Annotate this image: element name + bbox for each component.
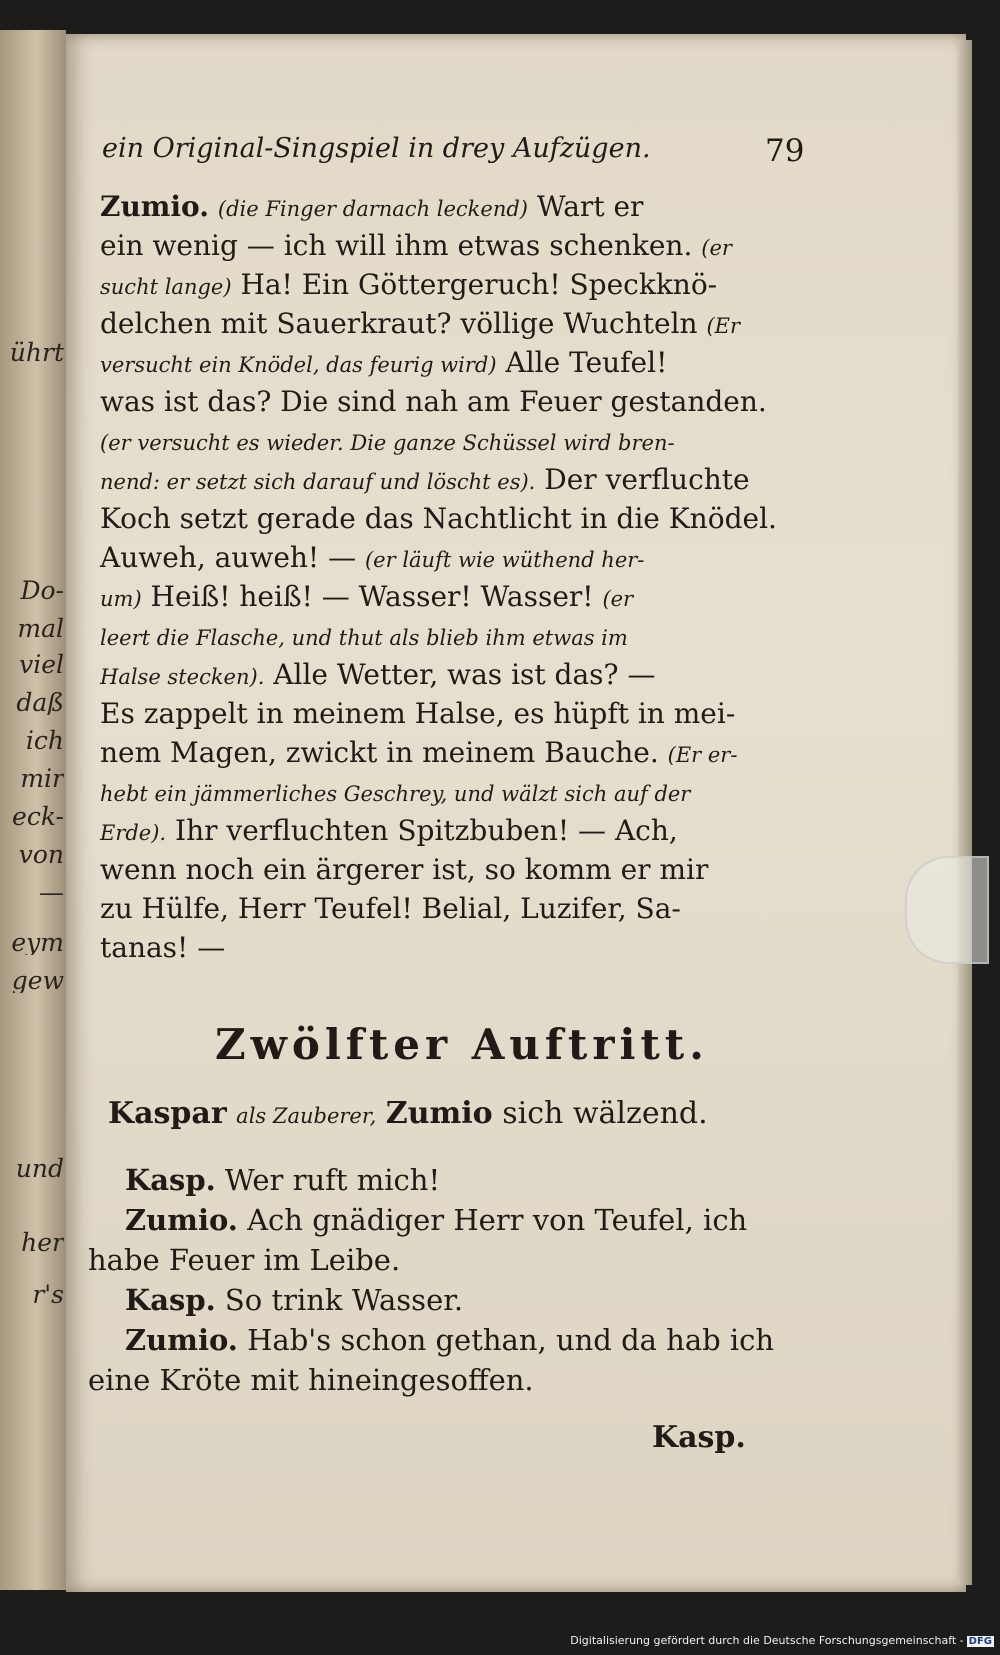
stage-direction: (er (602, 587, 634, 611)
left-page-fragment: — (39, 880, 64, 905)
text-line (100, 463, 750, 496)
left-page-fragment: mir (20, 766, 64, 791)
cast-line (108, 1096, 708, 1131)
text-line (100, 814, 678, 847)
dialogue-text: habe Feuer im Leibe. (88, 1243, 401, 1277)
line-text: nem Magen, zwickt in meinem Bauche. (100, 736, 659, 769)
dialogue-line (88, 1363, 534, 1397)
stage-direction: (er läuft wie wüthend her- (364, 548, 645, 572)
stage-direction: (er (701, 236, 732, 260)
line-text: Ihr verfluchten Spitzbuben! — Ach, (175, 814, 678, 847)
text-line (100, 697, 735, 730)
text-line (100, 619, 628, 652)
speaker-name: Zumio. (100, 190, 209, 223)
left-page-fragment: Do- (20, 578, 64, 603)
left-page-fragment: gew (11, 968, 64, 993)
dialogue-line (88, 1243, 400, 1277)
text-line (100, 424, 675, 457)
line-text: zu Hülfe, Herr Teufel! Belial, Luzifer, Sa- (100, 892, 681, 925)
stage-direction: (Er (706, 314, 741, 338)
left-page-fragment: von (18, 842, 64, 867)
left-page-fragment: und (15, 1156, 64, 1181)
cast-desc-kaspar: als Zauberer, (236, 1104, 377, 1128)
line-text: was ist das? Die sind nah am Feuer gestanden. (100, 385, 767, 418)
dialogue-line (125, 1323, 774, 1357)
text-line (100, 541, 644, 574)
line-text: ein wenig — ich will ihm etwas schenken. (100, 229, 693, 262)
dialogue-line (125, 1283, 463, 1317)
stage-direction: Erde). (100, 821, 167, 845)
speaker-name: Kasp. (125, 1283, 216, 1317)
text-line (100, 502, 777, 535)
stage-direction: leert die Flasche, und thut als blieb ihm etwas im (100, 626, 628, 650)
speaker-name: Zumio. (125, 1203, 238, 1237)
line-text: Alle Teufel! (505, 346, 668, 379)
left-page-fragment: ührt (9, 340, 64, 365)
text-line (100, 190, 643, 223)
line-text: Wart er (536, 190, 644, 223)
line-text: delchen mit Sauerkraut? völlige Wuchteln (100, 307, 698, 340)
scene-heading: Zwölfter Auftritt. (215, 1020, 709, 1069)
stage-direction: (er versucht es wieder. Die ganze Schüssel wird bren- (100, 431, 675, 455)
dialogue-text: Wer ruft mich! (224, 1163, 441, 1197)
line-text: Heiß! heiß! — Wasser! Wasser! (150, 580, 594, 613)
catchword: Kasp. (652, 1420, 746, 1455)
line-text: tanas! — (100, 931, 226, 964)
text-line (100, 229, 732, 262)
dialogue-line (125, 1163, 440, 1197)
left-page-fragment: ich (25, 728, 64, 753)
dialogue-text: So trink Wasser. (224, 1283, 464, 1317)
stage-direction: nend: er setzt sich darauf und löscht es). (100, 470, 536, 494)
text-line (100, 658, 655, 691)
left-page-fragment: viel (19, 652, 64, 677)
dialogue-text: Hab's schon gethan, und da hab ich (247, 1323, 775, 1357)
text-line (100, 346, 667, 379)
stage-direction: sucht lange) (100, 275, 232, 299)
stage-direction: um) (100, 587, 142, 611)
text-line (100, 268, 717, 301)
left-page-fragment: eym (11, 930, 64, 955)
text-line (100, 892, 681, 925)
text-line (100, 853, 708, 886)
dialogue-text: eine Kröte mit hineingesoffen. (88, 1363, 534, 1397)
left-page-fragment: her (21, 1230, 64, 1255)
line-text: Alle Wetter, was ist das? — (273, 658, 656, 691)
cast-name-zumio: Zumio (385, 1096, 493, 1131)
text-line (100, 385, 767, 418)
page-number: 79 (765, 133, 805, 169)
page-clip (905, 856, 989, 964)
page-fore-edge (958, 40, 972, 1585)
text-line (100, 775, 690, 808)
line-text: Ha! Ein Göttergeruch! Speckknö- (240, 268, 718, 301)
footer-credit (570, 1634, 994, 1647)
line-text: Auweh, auweh! — (100, 541, 357, 574)
left-page-fragment: r's (32, 1282, 64, 1307)
stage-direction: (Er er- (667, 743, 738, 767)
line-text: wenn noch ein ärgerer ist, so komm er mir (100, 853, 709, 886)
line-text: Es zappelt in meinem Halse, es hüpft in mei- (100, 697, 736, 730)
cast-name-kaspar: Kaspar (108, 1096, 227, 1131)
stage-direction: hebt ein jämmerliches Geschrey, und wälzt sich auf der (100, 782, 691, 806)
dialogue-text: Ach gnädiger Herr von Teufel, ich (247, 1203, 748, 1237)
text-line (100, 736, 737, 769)
stage-direction: Halse stecken). (100, 665, 265, 689)
stage-direction: versucht ein Knödel, das feurig wird) (100, 353, 497, 377)
text-line (100, 580, 633, 613)
left-page-edge (0, 30, 66, 1590)
text-line (100, 307, 740, 340)
line-text: Der verfluchte (544, 463, 750, 496)
speaker-name: Kasp. (125, 1163, 216, 1197)
line-text: Koch setzt gerade das Nachtlicht in die Knödel. (100, 502, 777, 535)
left-page-fragment: eck- (12, 804, 64, 829)
speaker-name: Zumio. (125, 1323, 238, 1357)
dfg-logo: DFG (968, 1636, 992, 1647)
dialogue-line (125, 1203, 747, 1237)
text-line (100, 931, 225, 964)
running-head: ein Original-Singspiel in drey Aufzügen. (102, 133, 651, 164)
stage-direction: (die Finger darnach leckend) (217, 197, 528, 221)
footer-text: Digitalisierung gefördert durch die Deutsche Forschungsgemeinschaft - (570, 1634, 964, 1647)
left-page-fragment: mal (17, 616, 64, 641)
cast-desc-zumio: sich wälzend. (502, 1096, 708, 1131)
left-page-fragment: daß (16, 690, 64, 715)
